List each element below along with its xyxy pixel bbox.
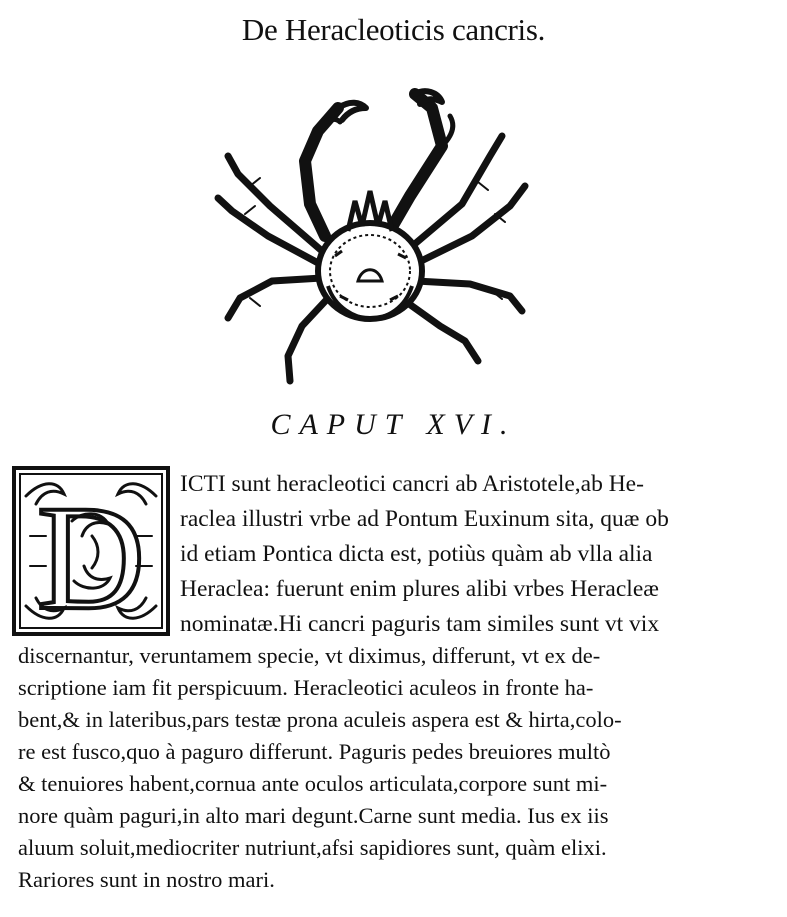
drop-cap-letter: D bbox=[36, 475, 146, 636]
body-line-4: Heraclea: fuerunt enim plures alibi vrbes Heracleæ bbox=[180, 576, 659, 602]
body-line-7: scriptione iam fit perspicuum. Heracleotici aculeos in fronte ha- bbox=[18, 675, 594, 700]
body-line-8: bent,& in lateribus,pars testæ prona aculeis aspera est & hirta,colo- bbox=[18, 707, 622, 732]
body-line-2: raclea illustri vrbe ad Pontum Euxinum sita, quæ ob bbox=[180, 506, 669, 532]
body-line-1: ICTI sunt heracleotici cancri ab Aristotele,ab He- bbox=[180, 471, 644, 497]
body-line-5: nominatæ.Hi cancri paguris tam similes sunt vt vix bbox=[180, 611, 660, 637]
body-line-6: discernantur, veruntamem specie, vt diximus, differunt, vt ex de- bbox=[18, 643, 601, 668]
body-line-3: id etiam Pontica dicta est, potiùs quàm ab vlla alia bbox=[180, 541, 653, 567]
body-line-10: & tenuiores habent,cornua ante oculos articulata,corpore sunt mi- bbox=[18, 771, 608, 796]
crab-woodcut-illustration bbox=[210, 86, 540, 391]
body-line-9: re est fusco,quo à paguro differunt. Paguris pedes breuiores multò bbox=[18, 739, 611, 764]
body-line-11: nore quàm paguri,in alto mari degunt.Carne sunt media. Ius ex iis bbox=[18, 803, 609, 828]
body-line-12: aluum soluit,mediocriter nutriunt,afsi sapidiores sunt, quàm elixi. bbox=[18, 835, 607, 860]
page-title: De Heracleoticis cancris. bbox=[241, 12, 546, 47]
decorated-initial-d bbox=[12, 466, 170, 636]
body-line-13: Rariores sunt in nostro mari. bbox=[18, 867, 275, 892]
chapter-heading: CAPUT XVI. bbox=[270, 408, 517, 441]
